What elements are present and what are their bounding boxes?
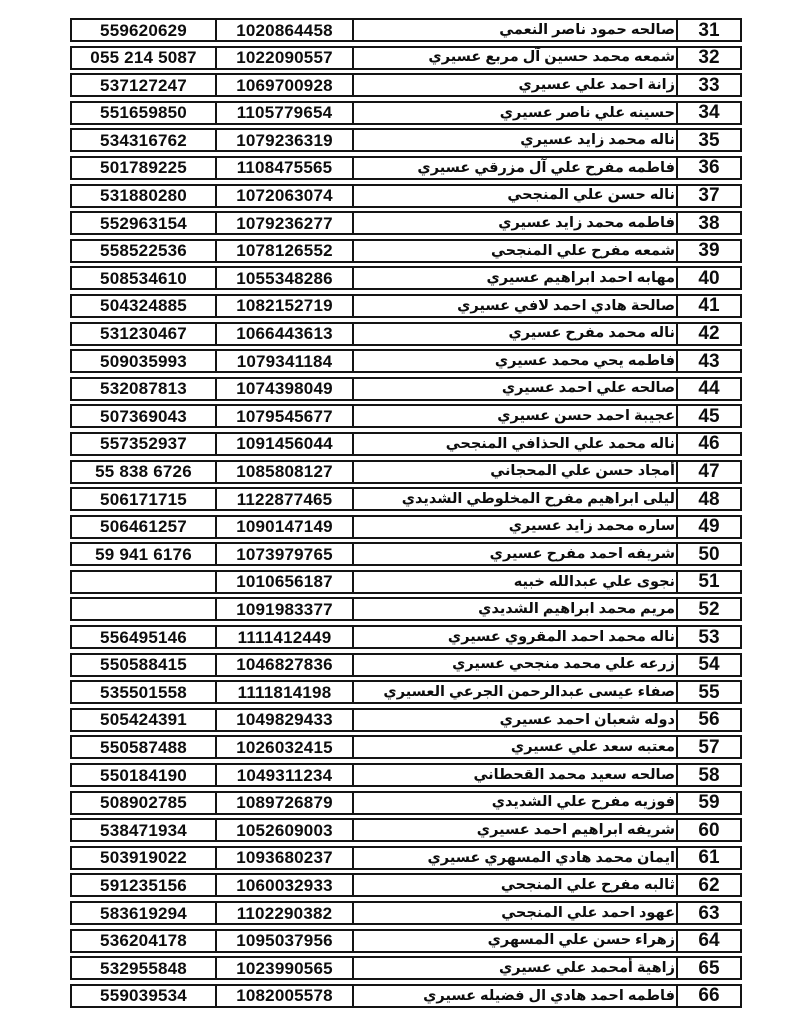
phone-number-cell: 550588415	[100, 655, 187, 675]
row-number-cell: 61	[676, 848, 740, 868]
table-row	[70, 211, 742, 235]
table-row	[70, 487, 742, 511]
person-name-cell: صالحه علي احمد عسيري	[352, 379, 676, 399]
row-number-cell: 64	[676, 931, 740, 951]
person-name-cell: عجيبة احمد حسن عسيري	[352, 406, 676, 426]
row-number-cell: 34	[676, 103, 740, 123]
phone-number-cell: 531880280	[100, 186, 187, 206]
table-row	[70, 432, 742, 456]
phone-number-cell: 506171715	[100, 489, 187, 509]
id-number-cell: 1122877465	[215, 489, 352, 509]
phone-number-cell: 532087813	[100, 379, 187, 399]
row-number-cell: 46	[676, 434, 740, 454]
person-name-cell: ساره محمد زايد عسيري	[352, 517, 676, 537]
id-number-cell: 1073979765	[215, 544, 352, 564]
id-number-cell: 1079545677	[215, 406, 352, 426]
person-name-cell: فاطمه محمد زايد عسيري	[352, 213, 676, 233]
person-name-cell: نجوى علي عبدالله خبيه	[352, 572, 676, 592]
table-row	[70, 846, 742, 870]
table-row	[70, 956, 742, 980]
id-number-cell: 1082005578	[215, 986, 352, 1006]
row-number-cell: 38	[676, 213, 740, 233]
table-row	[70, 404, 742, 428]
row-number-cell: 52	[676, 599, 740, 619]
id-number-cell: 1060032933	[215, 875, 352, 895]
person-name-cell: معتبه سعد علي عسيري	[352, 737, 676, 757]
table-row	[70, 763, 742, 787]
phone-number-cell	[72, 572, 215, 592]
id-number-cell: 1020864458	[215, 20, 352, 40]
person-name-cell: ليلى ابراهيم مفرح المخلوطي الشديدي	[352, 489, 676, 509]
row-number-cell: 43	[676, 351, 740, 371]
id-number-cell: 1066443613	[215, 324, 352, 344]
id-number-cell: 1089726879	[215, 793, 352, 813]
table-row	[70, 873, 742, 897]
person-name-cell: صفاء عيسى عبدالرحمن الجرعي العسيري	[352, 682, 676, 702]
person-name-cell: شريفه ابراهيم احمد عسيري	[352, 820, 676, 840]
phone-number-cell: 583619294	[100, 903, 187, 923]
phone-number-cell: 534316762	[100, 130, 187, 150]
person-name-cell: زاهية أمحمد علي عسيري	[352, 958, 676, 978]
table-row	[70, 377, 742, 401]
id-number-cell: 1085808127	[215, 462, 352, 482]
person-name-cell: شمعه مفرح علي المنجحي	[352, 241, 676, 261]
phone-number-cell: 558522536	[100, 241, 187, 261]
person-name-cell: فاطمه احمد هادي ال فضيله عسيري	[352, 986, 676, 1006]
table-row	[70, 791, 742, 815]
id-number-cell: 1091456044	[215, 434, 352, 454]
id-number-cell: 1023990565	[215, 958, 352, 978]
id-number-cell: 1079236319	[215, 130, 352, 150]
person-name-cell: ناله محمد احمد المقروي عسيري	[352, 627, 676, 647]
row-number-cell: 54	[676, 655, 740, 675]
person-name-cell: زرعه علي محمد منجحي عسيري	[352, 655, 676, 675]
phone-number-cell: 504324885	[100, 296, 187, 316]
person-name-cell: حسينه علي ناصر عسيري	[352, 103, 676, 123]
person-name-cell: زهراء حسن علي المسهري	[352, 931, 676, 951]
person-name-cell: زانة احمد علي عسيري	[352, 75, 676, 95]
person-name-cell: ناله محمد علي الحذافي المنجحي	[352, 434, 676, 454]
row-number-cell: 31	[676, 20, 740, 40]
table-row	[70, 570, 742, 594]
phone-number-cell: 557352937	[100, 434, 187, 454]
phone-number-cell: 537127247	[100, 75, 187, 95]
phone-number-cell: 505424391	[100, 710, 187, 730]
id-number-cell: 1111412449	[215, 627, 352, 647]
row-number-cell: 50	[676, 544, 740, 564]
table-row	[70, 266, 742, 290]
person-name-cell: مهابه احمد ابراهيم عسيري	[352, 268, 676, 288]
id-number-cell: 1093680237	[215, 848, 352, 868]
phone-number-cell: 506461257	[100, 517, 187, 537]
person-name-cell: فاطمه يحي محمد عسيري	[352, 351, 676, 371]
id-number-cell: 1082152719	[215, 296, 352, 316]
table-row	[70, 156, 742, 180]
id-number-cell: 1069700928	[215, 75, 352, 95]
table-row	[70, 901, 742, 925]
table-row	[70, 18, 742, 42]
row-number-cell: 49	[676, 517, 740, 537]
table-row	[70, 515, 742, 539]
phone-number-cell: 508902785	[100, 793, 187, 813]
person-name-cell: ناله حسن علي المنجحي	[352, 186, 676, 206]
table-row	[70, 46, 742, 70]
row-number-cell: 45	[676, 406, 740, 426]
row-number-cell: 55	[676, 682, 740, 702]
phone-number-cell: 538471934	[100, 820, 187, 840]
phone-number-cell: 503919022	[100, 848, 187, 868]
phone-number-cell: 501789225	[100, 158, 187, 178]
id-number-cell: 1102290382	[215, 903, 352, 923]
person-name-cell: مريم محمد ابراهيم الشديدي	[352, 599, 676, 619]
phone-number-cell: 550587488	[100, 737, 187, 757]
id-number-cell: 1105779654	[215, 103, 352, 123]
phone-number-cell: 59 941 6176	[95, 544, 192, 564]
id-number-cell: 1046827836	[215, 655, 352, 675]
id-number-cell: 1022090557	[215, 48, 352, 68]
row-number-cell: 63	[676, 903, 740, 923]
table-row	[70, 542, 742, 566]
table-row	[70, 984, 742, 1008]
row-number-cell: 56	[676, 710, 740, 730]
id-number-cell: 1049829433	[215, 710, 352, 730]
person-name-cell: عهود احمد علي المنجحي	[352, 903, 676, 923]
table-row	[70, 128, 742, 152]
id-number-cell: 1010656187	[215, 572, 352, 592]
table-row	[70, 460, 742, 484]
table-row	[70, 929, 742, 953]
phone-number-cell: 508534610	[100, 268, 187, 288]
person-name-cell: صالحة هادي احمد لافي عسيري	[352, 296, 676, 316]
person-name-cell: فاطمه مفرح علي آل مزرقي عسيري	[352, 158, 676, 178]
person-name-cell: ناله محمد زايد عسيري	[352, 130, 676, 150]
phone-number-cell: 559620629	[100, 20, 187, 40]
table-row	[70, 680, 742, 704]
person-name-cell: ثالبه مفرح علي المنجحي	[352, 875, 676, 895]
table-row	[70, 735, 742, 759]
id-number-cell: 1079236277	[215, 213, 352, 233]
row-number-cell: 58	[676, 765, 740, 785]
row-number-cell: 62	[676, 875, 740, 895]
table-row	[70, 653, 742, 677]
row-number-cell: 40	[676, 268, 740, 288]
id-number-cell: 1072063074	[215, 186, 352, 206]
table-row	[70, 597, 742, 621]
row-number-cell: 57	[676, 737, 740, 757]
phone-number-cell: 507369043	[100, 406, 187, 426]
phone-number-cell: 550184190	[100, 765, 187, 785]
table-row	[70, 708, 742, 732]
table-row	[70, 818, 742, 842]
phone-number-cell: 535501558	[100, 682, 187, 702]
row-number-cell: 33	[676, 75, 740, 95]
row-number-cell: 59	[676, 793, 740, 813]
row-number-cell: 48	[676, 489, 740, 509]
person-name-cell: دوله شعبان احمد عسيري	[352, 710, 676, 730]
phone-number-cell: 591235156	[100, 875, 187, 895]
id-number-cell: 1095037956	[215, 931, 352, 951]
id-number-cell: 1055348286	[215, 268, 352, 288]
person-name-cell: شمعه محمد حسين آل مربع عسيري	[352, 48, 676, 68]
id-number-cell: 1111814198	[215, 682, 352, 702]
person-name-cell: صالحه سعيد محمد القحطاني	[352, 765, 676, 785]
table-row	[70, 101, 742, 125]
phone-number-cell: 532955848	[100, 958, 187, 978]
roster-table	[70, 18, 742, 1011]
row-number-cell: 60	[676, 820, 740, 840]
phone-number-cell: 509035993	[100, 351, 187, 371]
id-number-cell: 1078126552	[215, 241, 352, 261]
id-number-cell: 1090147149	[215, 517, 352, 537]
table-row	[70, 349, 742, 373]
row-number-cell: 36	[676, 158, 740, 178]
person-name-cell: صالحه حمود ناصر النعمي	[352, 20, 676, 40]
row-number-cell: 42	[676, 324, 740, 344]
row-number-cell: 66	[676, 986, 740, 1006]
person-name-cell: فوزيه مفرح علي الشديدي	[352, 793, 676, 813]
phone-number-cell: 556495146	[100, 627, 187, 647]
table-row	[70, 73, 742, 97]
phone-number-cell: 536204178	[100, 931, 187, 951]
phone-number-cell: 055 214 5087	[90, 48, 197, 68]
table-row	[70, 322, 742, 346]
row-number-cell: 53	[676, 627, 740, 647]
row-number-cell: 35	[676, 130, 740, 150]
row-number-cell: 47	[676, 462, 740, 482]
phone-number-cell: 559039534	[100, 986, 187, 1006]
table-row	[70, 625, 742, 649]
phone-number-cell: 552963154	[100, 213, 187, 233]
id-number-cell: 1091983377	[215, 599, 352, 619]
row-number-cell: 41	[676, 296, 740, 316]
id-number-cell: 1026032415	[215, 737, 352, 757]
id-number-cell: 1108475565	[215, 158, 352, 178]
id-number-cell: 1052609003	[215, 820, 352, 840]
row-number-cell: 37	[676, 186, 740, 206]
table-row	[70, 239, 742, 263]
id-number-cell: 1049311234	[215, 765, 352, 785]
row-number-cell: 51	[676, 572, 740, 592]
row-number-cell: 44	[676, 379, 740, 399]
table-row	[70, 294, 742, 318]
row-number-cell: 65	[676, 958, 740, 978]
person-name-cell: شريفه احمد مفرح عسيري	[352, 544, 676, 564]
person-name-cell: أمجاد حسن علي المحجاني	[352, 462, 676, 482]
person-name-cell: ناله محمد مفرح عسيري	[352, 324, 676, 344]
phone-number-cell	[72, 599, 215, 619]
id-number-cell: 1079341184	[215, 351, 352, 371]
row-number-cell: 32	[676, 48, 740, 68]
row-number-cell: 39	[676, 241, 740, 261]
phone-number-cell: 551659850	[100, 103, 187, 123]
table-row	[70, 184, 742, 208]
person-name-cell: ايمان محمد هادي المسهري عسيري	[352, 848, 676, 868]
phone-number-cell: 55 838 6726	[95, 462, 192, 481]
id-number-cell: 1074398049	[215, 379, 352, 399]
phone-number-cell: 531230467	[100, 324, 187, 344]
